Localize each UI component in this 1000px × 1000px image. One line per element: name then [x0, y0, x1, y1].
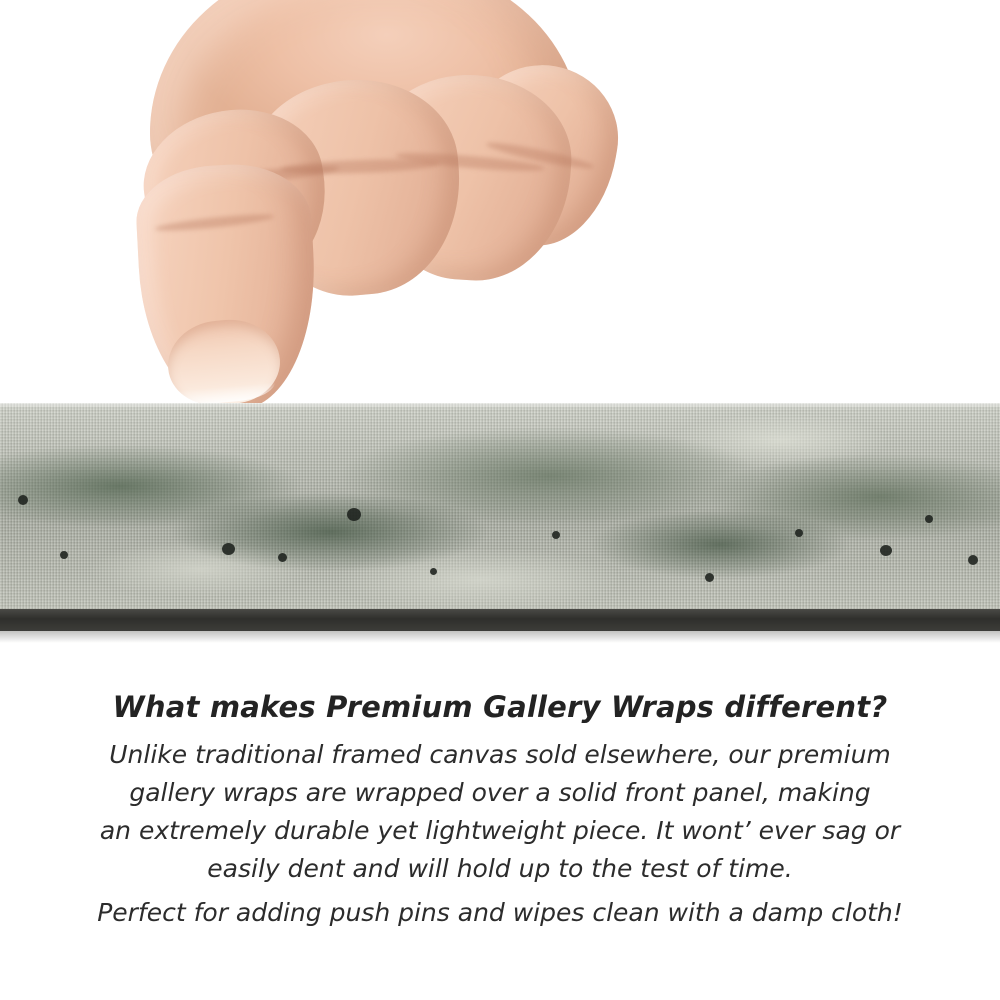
hand-illustration — [130, 0, 610, 420]
caption-final-line: Perfect for adding push pins and wipes clean with a damp cloth! — [97, 898, 903, 927]
canvas-speck — [925, 515, 933, 523]
fingernail — [164, 316, 283, 409]
canvas-top-highlight — [0, 403, 1000, 409]
index-finger — [134, 161, 322, 415]
caption-line: Unlike traditional framed canvas sold elsewhere, our premium — [109, 740, 891, 769]
canvas-speck — [795, 529, 803, 537]
canvas-speck — [705, 573, 714, 582]
canvas-speck — [968, 555, 978, 565]
caption-body — [0, 736, 1000, 888]
gallery-wrap-canvas — [0, 403, 1000, 645]
canvas-speck — [18, 495, 28, 505]
canvas-speck — [278, 553, 287, 562]
canvas-speck — [880, 545, 892, 556]
canvas-speck — [430, 568, 437, 575]
canvas-speck — [347, 508, 361, 521]
finger-crease — [154, 211, 274, 233]
caption-line: an extremely durable yet lightweight piece. It wont’ ever sag or — [99, 816, 901, 845]
canvas-depth-edge — [0, 609, 1000, 631]
canvas-speck — [552, 531, 560, 539]
caption-heading: What makes Premium Gallery Wraps different? — [112, 690, 888, 724]
caption-line: gallery wraps are wrapped over a solid front panel, making — [129, 778, 871, 807]
caption-line: easily dent and will hold up to the test of time. — [207, 854, 793, 883]
canvas-artwork-surface — [0, 403, 1000, 611]
canvas-drop-shadow — [0, 631, 1000, 643]
caption-block — [0, 690, 1000, 932]
canvas-speck — [60, 551, 68, 559]
canvas-speck — [222, 543, 235, 555]
